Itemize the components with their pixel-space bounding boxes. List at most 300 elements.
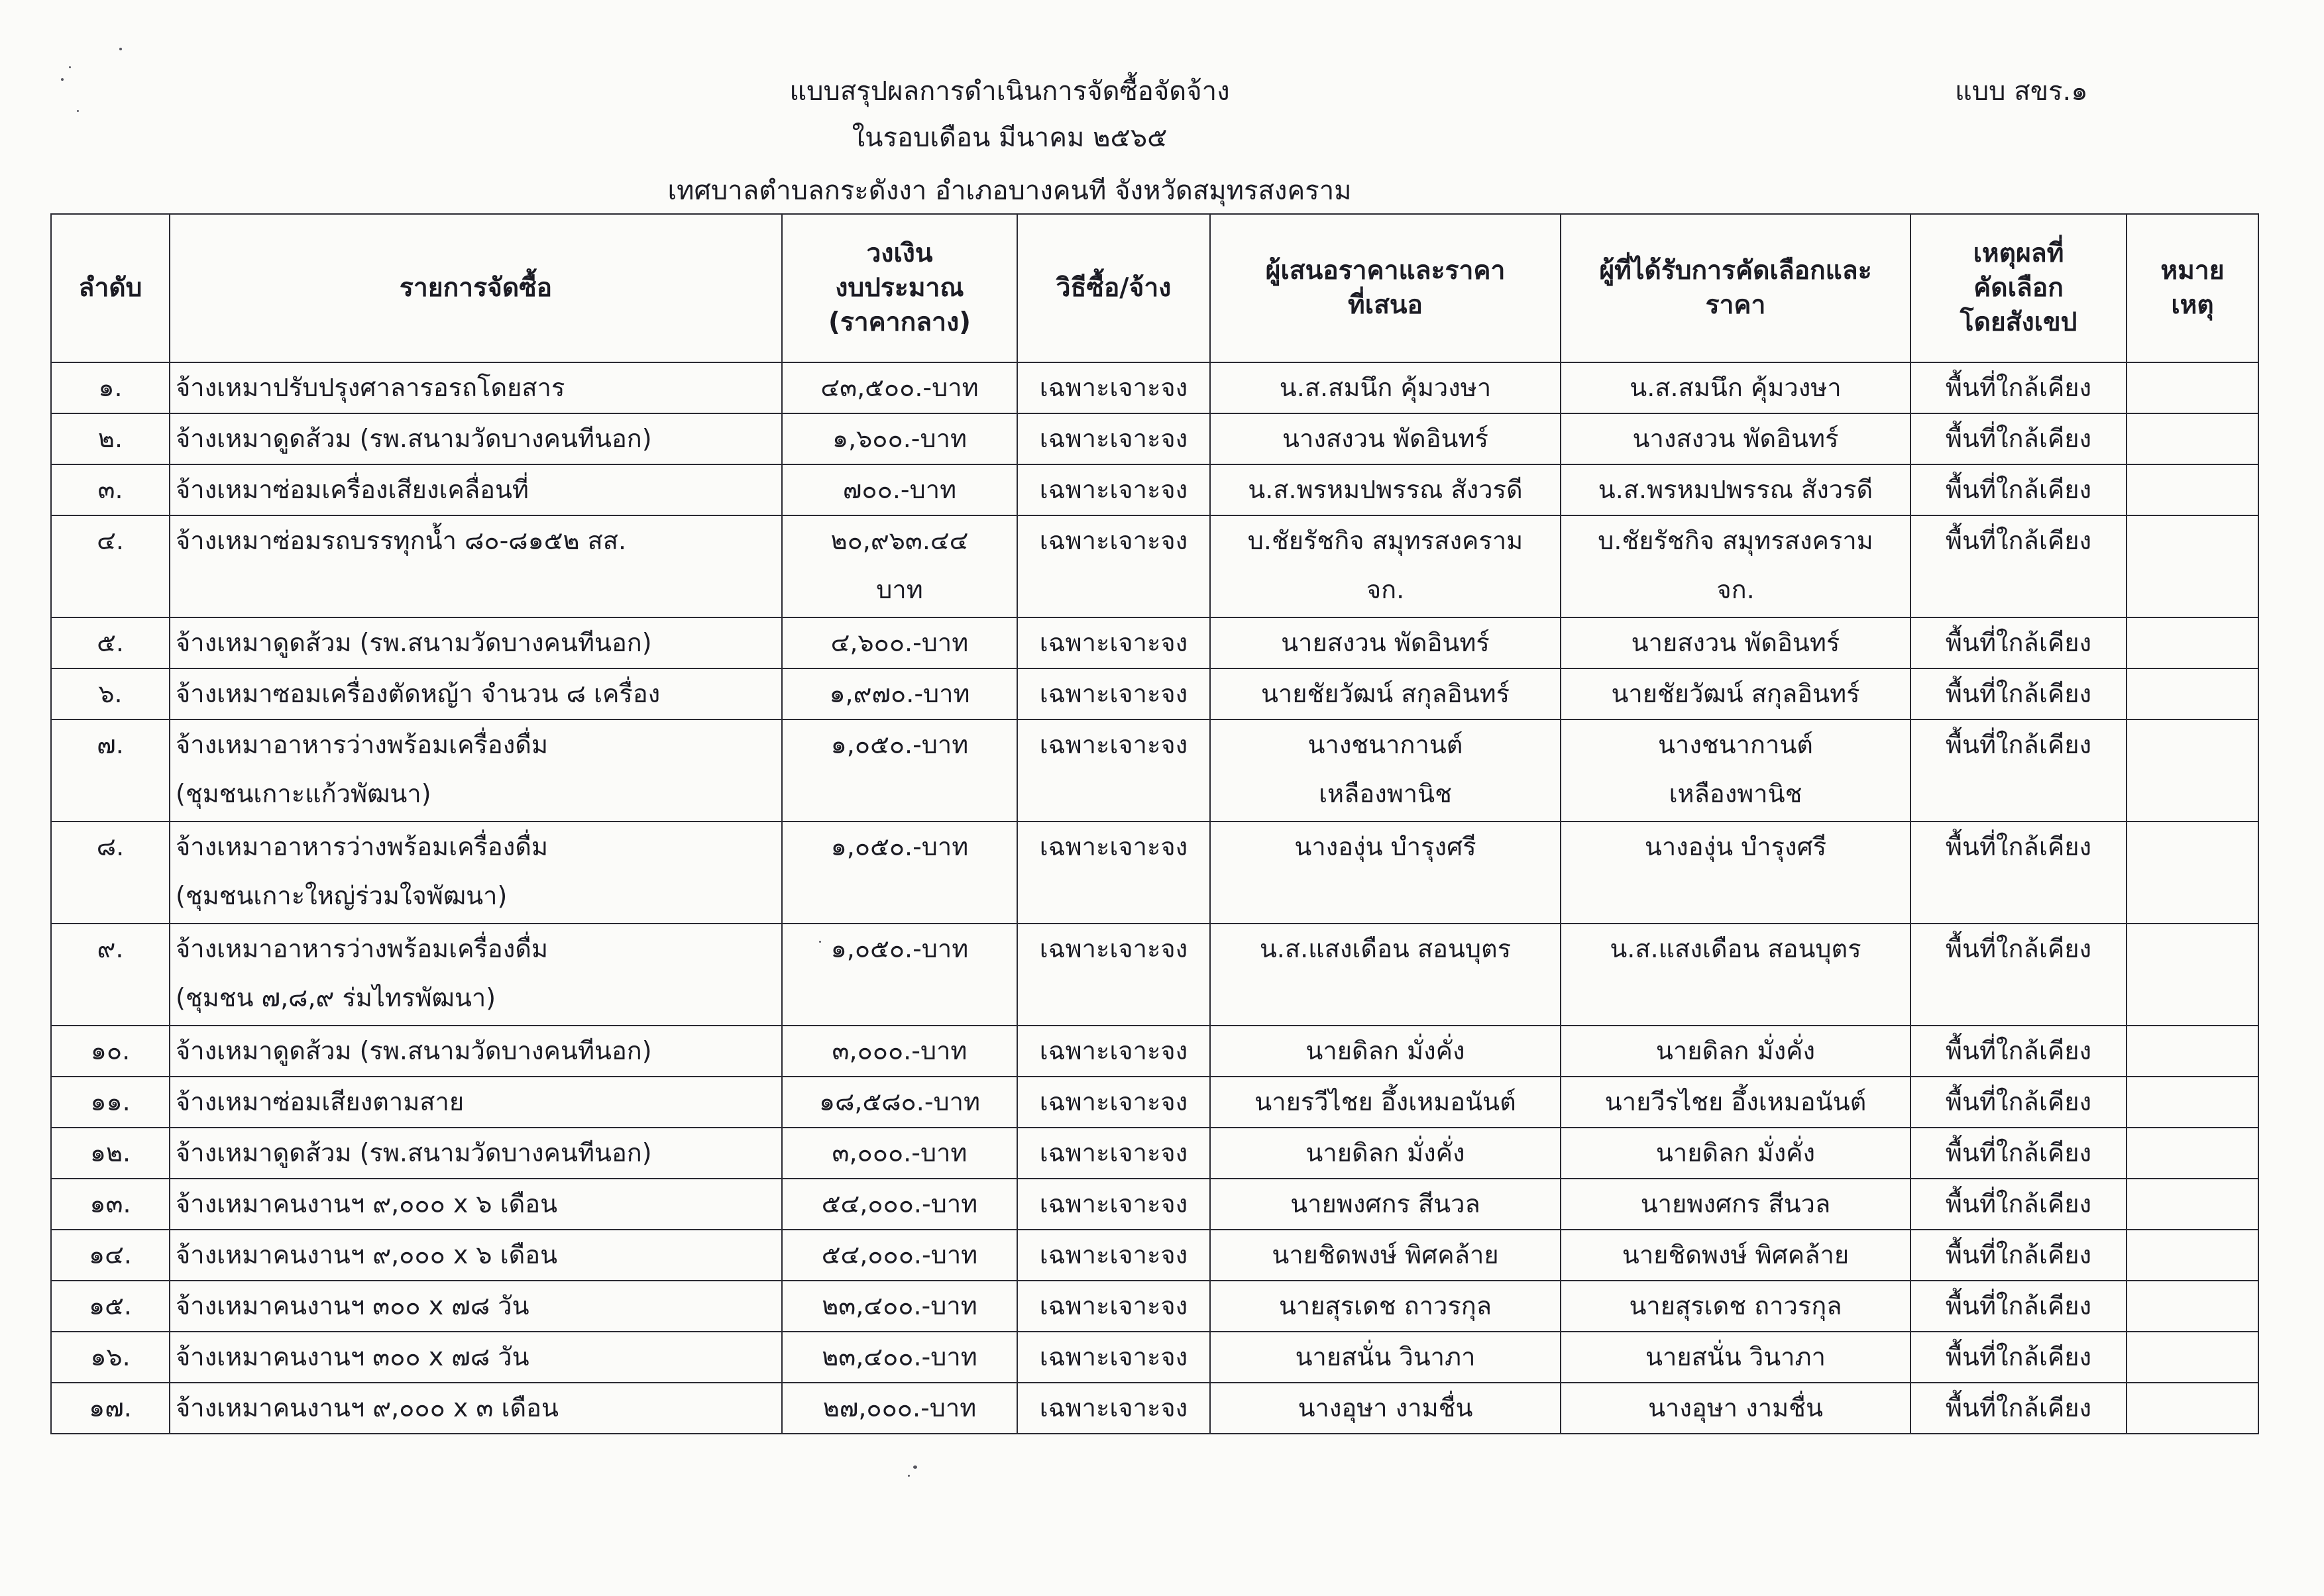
header-remark: หมาย เหตุ — [2127, 214, 2258, 362]
cell-reason-text: พื้นที่ใกล้เคียง — [1945, 1240, 2092, 1269]
cell-bidder-line: นายดิลก มั่งคั่ง — [1305, 1036, 1465, 1065]
cell-budget-line: ๒๐,๙๖๓.๔๔ — [830, 526, 969, 555]
cell-method — [1017, 924, 1210, 1026]
cell-budget — [782, 1128, 1017, 1179]
cell-method — [1017, 719, 1210, 822]
cell-no — [51, 515, 170, 617]
cell-selected — [1561, 668, 1910, 719]
cell-reason-text: พื้นที่ใกล้เคียง — [1945, 373, 2092, 402]
cell-budget-line: ๓,๐๐๐.-บาท — [832, 1138, 968, 1167]
cell-budget-line: ๔๓,๕๐๐.-บาท — [820, 373, 979, 402]
cell-reason-text: พื้นที่ใกล้เคียง — [1945, 1342, 2092, 1371]
cell-bidder — [1210, 1383, 1561, 1434]
cell-remark — [2127, 1332, 2258, 1383]
cell-budget-line: ๑,๙๗๐.-บาท — [829, 679, 970, 708]
cell-method-text: เฉพาะเจาะจง — [1039, 526, 1188, 555]
cell-remark — [2127, 413, 2258, 464]
cell-selected-line: นายสุรเดช ถาวรกุล — [1629, 1291, 1842, 1320]
cell-bidder — [1210, 1332, 1561, 1383]
cell-item-line: (ชุมชนเกาะแก้วพัฒนา) — [176, 779, 431, 808]
cell-bidder — [1210, 362, 1561, 413]
cell-remark — [2127, 617, 2258, 668]
cell-no — [51, 668, 170, 719]
cell-item-line: จ้างเหมาดูดส้วม (รพ.สนามวัดบางคนทีนอก) — [176, 1138, 652, 1167]
header-budget: วงเงิน งบประมาณ (ราคากลาง) — [782, 214, 1017, 362]
cell-selected-line: นางสงวน พัดอินทร์ — [1632, 424, 1839, 453]
cell-method — [1017, 1026, 1210, 1077]
cell-selected — [1561, 924, 1910, 1026]
cell-method-text: เฉพาะเจาะจง — [1039, 1189, 1188, 1218]
cell-selected-line: นางชนากานต์ — [1658, 730, 1813, 759]
cell-bidder-line: นายชิดพงษ์ พิศคล้าย — [1272, 1240, 1499, 1269]
cell-selected-line: บ.ชัยรัชกิจ สมุทรสงคราม — [1598, 526, 1873, 555]
table-row — [51, 515, 2258, 617]
table-row — [51, 719, 2258, 822]
cell-remark — [2127, 1230, 2258, 1281]
cell-budget-line: ๕๔,๐๐๐.-บาท — [821, 1240, 978, 1269]
cell-no-text: ๕. — [97, 628, 124, 657]
document-title: แบบสรุปผลการดำเนินการจัดซื้อจัดจ้าง — [789, 76, 1230, 107]
cell-method-text: เฉพาะเจาะจง — [1039, 1342, 1188, 1371]
cell-reason — [1910, 1077, 2127, 1128]
cell-reason-text: พื้นที่ใกล้เคียง — [1945, 934, 2092, 963]
header-reason: เหตุผลที่ คัดเลือก โดยสังเขป — [1910, 214, 2127, 362]
cell-budget — [782, 822, 1017, 924]
cell-budget-line: ๒๓,๔๐๐.-บาท — [822, 1291, 977, 1320]
cell-no — [51, 1383, 170, 1434]
cell-reason-text: พื้นที่ใกล้เคียง — [1945, 1189, 2092, 1218]
cell-method — [1017, 413, 1210, 464]
cell-remark — [2127, 1026, 2258, 1077]
cell-item-line: จ้างเหมาคนงานฯ ๙,๐๐๐ x ๖ เดือน — [176, 1189, 558, 1218]
cell-method — [1017, 1179, 1210, 1230]
cell-reason — [1910, 1230, 2127, 1281]
header-method: วิธีซื้อ/จ้าง — [1017, 214, 1210, 362]
cell-bidder-line: นางชนากานต์ — [1307, 730, 1463, 759]
cell-no-text: ๑๐. — [90, 1036, 131, 1065]
cell-method — [1017, 1077, 1210, 1128]
cell-item — [170, 668, 782, 719]
cell-bidder — [1210, 1128, 1561, 1179]
cell-selected-line: นายดิลก มั่งคั่ง — [1655, 1138, 1816, 1167]
cell-no — [51, 1332, 170, 1383]
cell-no-text: ๘. — [96, 832, 125, 861]
cell-no-text: ๓. — [97, 475, 123, 504]
cell-reason-text: พื้นที่ใกล้เคียง — [1945, 730, 2092, 759]
cell-budget — [782, 362, 1017, 413]
cell-reason — [1910, 413, 2127, 464]
cell-item — [170, 1332, 782, 1383]
cell-selected-line: เหลืองพานิช — [1669, 779, 1802, 808]
cell-reason-text: พื้นที่ใกล้เคียง — [1945, 1087, 2092, 1116]
cell-method — [1017, 1281, 1210, 1332]
document-period: ในรอบเดือน มีนาคม ๒๕๖๕ — [852, 123, 1168, 153]
cell-no — [51, 617, 170, 668]
cell-item-line: จ้างเหมาซ่อมเครื่องเสียงเคลื่อนที่ — [176, 475, 529, 504]
cell-reason — [1910, 822, 2127, 924]
cell-item — [170, 1383, 782, 1434]
table-row — [51, 822, 2258, 924]
cell-item — [170, 617, 782, 668]
cell-no-text: ๖. — [98, 679, 123, 708]
cell-method — [1017, 1383, 1210, 1434]
cell-method-text: เฉพาะเจาะจง — [1039, 1240, 1188, 1269]
cell-bidder — [1210, 668, 1561, 719]
cell-budget-line: ๗๐๐.-บาท — [842, 475, 957, 504]
cell-reason — [1910, 362, 2127, 413]
cell-method-text: เฉพาะเจาะจง — [1039, 1393, 1188, 1422]
cell-reason — [1910, 1281, 2127, 1332]
cell-item-line: (ชุมชน ๗,๘,๙ ร่มไทรพัฒนา) — [176, 983, 496, 1012]
header-row — [51, 214, 2258, 362]
cell-budget — [782, 668, 1017, 719]
cell-item-line: จ้างเหมาซ่อมเสียงตามสาย — [176, 1087, 465, 1116]
cell-item — [170, 413, 782, 464]
cell-item-line: (ชุมชนเกาะใหญ่ร่วมใจพัฒนา) — [176, 881, 508, 910]
cell-no — [51, 719, 170, 822]
table-row — [51, 1332, 2258, 1383]
cell-budget-line: ๒๗,๐๐๐.-บาท — [822, 1393, 977, 1422]
cell-no-text: ๔. — [97, 526, 124, 555]
cell-item — [170, 1026, 782, 1077]
table-row — [51, 464, 2258, 515]
cell-item-line: จ้างเหมาปรับปรุงศาลารอรถโดยสาร — [176, 373, 565, 402]
cell-no — [51, 1281, 170, 1332]
table-row — [51, 1026, 2258, 1077]
cell-item — [170, 362, 782, 413]
cell-budget-line: ๑๘,๕๘๐.-บาท — [818, 1087, 981, 1116]
scan-speck — [819, 941, 821, 943]
scan-speck — [69, 66, 71, 68]
cell-method-text: เฉพาะเจาะจง — [1039, 1087, 1188, 1116]
cell-reason-text: พื้นที่ใกล้เคียง — [1945, 526, 2092, 555]
cell-budget — [782, 1332, 1017, 1383]
cell-item — [170, 719, 782, 822]
cell-no — [51, 1179, 170, 1230]
cell-no-text: ๑๓. — [89, 1189, 131, 1218]
cell-item-line: จ้างเหมาคนงานฯ ๙,๐๐๐ x ๖ เดือน — [176, 1240, 558, 1269]
cell-selected-line: นางอุษา งามชื่น — [1648, 1393, 1823, 1422]
cell-selected — [1561, 515, 1910, 617]
cell-selected — [1561, 617, 1910, 668]
cell-bidder-line: นางสงวน พัดอินทร์ — [1282, 424, 1488, 453]
cell-selected — [1561, 413, 1910, 464]
cell-reason — [1910, 1026, 2127, 1077]
cell-budget-line: ๔,๖๐๐.-บาท — [830, 628, 969, 657]
cell-budget — [782, 1281, 1017, 1332]
cell-selected-line: นายสงวน พัดอินทร์ — [1631, 628, 1840, 657]
cell-item — [170, 1077, 782, 1128]
cell-remark — [2127, 1077, 2258, 1128]
cell-item — [170, 822, 782, 924]
cell-item-line: จ้างเหมาคนงานฯ ๙,๐๐๐ x ๓ เดือน — [176, 1393, 559, 1422]
cell-selected — [1561, 1179, 1910, 1230]
cell-item — [170, 924, 782, 1026]
cell-selected — [1561, 1383, 1910, 1434]
cell-reason — [1910, 617, 2127, 668]
cell-budget — [782, 617, 1017, 668]
cell-reason-text: พื้นที่ใกล้เคียง — [1945, 628, 2092, 657]
cell-budget — [782, 1077, 1017, 1128]
header-selected: ผู้ที่ได้รับการคัดเลือกและ ราคา — [1561, 214, 1910, 362]
header-bidders: ผู้เสนอราคาและราคา ที่เสนอ — [1210, 214, 1561, 362]
table-row — [51, 1383, 2258, 1434]
cell-reason — [1910, 924, 2127, 1026]
cell-remark — [2127, 924, 2258, 1026]
cell-item-line: จ้างเหมาดูดส้วม (รพ.สนามวัดบางคนทีนอก) — [176, 424, 652, 453]
cell-no-text: ๑๖. — [90, 1342, 131, 1371]
cell-item — [170, 1230, 782, 1281]
cell-method — [1017, 362, 1210, 413]
cell-item-line: จ้างเหมาอาหารว่างพร้อมเครื่องดื่ม — [176, 934, 549, 963]
cell-method-text: เฉพาะเจาะจง — [1039, 475, 1188, 504]
cell-method — [1017, 1230, 1210, 1281]
cell-remark — [2127, 1383, 2258, 1434]
cell-reason-text: พื้นที่ใกล้เคียง — [1945, 1291, 2092, 1320]
cell-selected — [1561, 719, 1910, 822]
cell-selected — [1561, 362, 1910, 413]
cell-bidder-line: นายสุรเดช ถาวรกุล — [1278, 1291, 1492, 1320]
cell-item — [170, 1179, 782, 1230]
cell-item — [170, 515, 782, 617]
cell-bidder-line: จก. — [1366, 575, 1405, 604]
cell-item-line: จ้างเหมาซอมเครื่องตัดหญ้า จำนวน ๘ เครื่อง — [176, 679, 661, 708]
cell-method-text: เฉพาะเจาะจง — [1039, 934, 1188, 963]
cell-no — [51, 924, 170, 1026]
cell-method-text: เฉพาะเจาะจง — [1039, 1036, 1188, 1065]
table-row — [51, 362, 2258, 413]
cell-item-line: จ้างเหมาซ่อมรถบรรทุกน้ำ ๘๐-๘๑๕๒ สส. — [176, 526, 627, 555]
cell-reason-text: พื้นที่ใกล้เคียง — [1945, 475, 2092, 504]
cell-no — [51, 1230, 170, 1281]
scan-speck — [908, 1475, 910, 1477]
cell-selected-line: นายพงศกร สีนวล — [1640, 1189, 1831, 1218]
cell-no — [51, 1077, 170, 1128]
form-code: แบบ สขร.๑ — [1955, 76, 2088, 107]
table-row — [51, 668, 2258, 719]
scan-speck — [61, 78, 64, 81]
cell-no-text: ๒. — [97, 424, 123, 453]
cell-method-text: เฉพาะเจาะจง — [1039, 679, 1188, 708]
table-row — [51, 1128, 2258, 1179]
cell-item — [170, 464, 782, 515]
cell-method — [1017, 668, 1210, 719]
scan-speck — [77, 110, 79, 112]
cell-method — [1017, 1128, 1210, 1179]
table-row — [51, 1230, 2258, 1281]
cell-selected-line: นายชิดพงษ์ พิศคล้าย — [1622, 1240, 1850, 1269]
cell-bidder-line: นายสนั่น วินาภา — [1295, 1342, 1476, 1371]
cell-item — [170, 1128, 782, 1179]
cell-bidder — [1210, 1179, 1561, 1230]
cell-selected-line: นายดิลก มั่งคั่ง — [1655, 1036, 1816, 1065]
cell-method-text: เฉพาะเจาะจง — [1039, 373, 1188, 402]
cell-method-text: เฉพาะเจาะจง — [1039, 1291, 1188, 1320]
cell-reason-text: พื้นที่ใกล้เคียง — [1945, 1138, 2092, 1167]
cell-budget-line: ๓,๐๐๐.-บาท — [832, 1036, 968, 1065]
cell-no-text: ๗. — [97, 730, 124, 759]
cell-bidder — [1210, 617, 1561, 668]
cell-reason — [1910, 515, 2127, 617]
cell-selected — [1561, 1332, 1910, 1383]
cell-no — [51, 464, 170, 515]
cell-method-text: เฉพาะเจาะจง — [1039, 424, 1188, 453]
cell-budget — [782, 515, 1017, 617]
cell-reason — [1910, 1332, 2127, 1383]
cell-reason — [1910, 1128, 2127, 1179]
cell-bidder-line: น.ส.แสงเดือน สอนบุตร — [1259, 934, 1512, 963]
cell-bidder — [1210, 1077, 1561, 1128]
cell-remark — [2127, 515, 2258, 617]
cell-remark — [2127, 362, 2258, 413]
table-row — [51, 1077, 2258, 1128]
cell-bidder — [1210, 719, 1561, 822]
cell-bidder — [1210, 1026, 1561, 1077]
cell-reason-text: พื้นที่ใกล้เคียง — [1945, 424, 2092, 453]
cell-item-line: จ้างเหมาคนงานฯ ๓๐๐ x ๗๘ วัน — [176, 1291, 529, 1320]
header-item: รายการจัดซื้อ — [170, 214, 782, 362]
cell-reason-text: พื้นที่ใกล้เคียง — [1945, 679, 2092, 708]
cell-no-text: ๑๗. — [89, 1393, 132, 1422]
cell-reason — [1910, 1179, 2127, 1230]
cell-selected — [1561, 1281, 1910, 1332]
cell-bidder-line: บ.ชัยรัชกิจ สมุทรสงคราม — [1247, 526, 1523, 555]
cell-bidder-line: นางอุษา งามชื่น — [1298, 1393, 1473, 1422]
cell-method — [1017, 464, 1210, 515]
cell-bidder — [1210, 822, 1561, 924]
cell-no — [51, 413, 170, 464]
cell-bidder-line: นายชัยวัฒน์ สกุลอินทร์ — [1260, 679, 1510, 708]
cell-bidder — [1210, 413, 1561, 464]
cell-item-line: จ้างเหมาอาหารว่างพร้อมเครื่องดื่ม — [176, 832, 549, 861]
cell-bidder-line: นายสงวน พัดอินทร์ — [1281, 628, 1490, 657]
cell-budget — [782, 1230, 1017, 1281]
cell-item-line: จ้างเหมาอาหารว่างพร้อมเครื่องดื่ม — [176, 730, 549, 759]
table-row — [51, 1281, 2258, 1332]
cell-budget-line: ๑,๐๕๐.-บาท — [830, 934, 969, 963]
cell-budget-line: ๒๓,๔๐๐.-บาท — [822, 1342, 977, 1371]
cell-method — [1017, 515, 1210, 617]
cell-no-text: ๙. — [97, 934, 124, 963]
cell-no-text: ๑๒. — [89, 1138, 131, 1167]
cell-selected — [1561, 464, 1910, 515]
table-row — [51, 924, 2258, 1026]
cell-budget-line: ๑,๐๕๐.-บาท — [830, 730, 969, 759]
cell-reason — [1910, 668, 2127, 719]
cell-selected — [1561, 1230, 1910, 1281]
cell-selected — [1561, 822, 1910, 924]
cell-selected — [1561, 1026, 1910, 1077]
cell-method-text: เฉพาะเจาะจง — [1039, 1138, 1188, 1167]
cell-budget — [782, 464, 1017, 515]
header-no: ลำดับ — [51, 214, 170, 362]
cell-item-line: จ้างเหมาคนงานฯ ๓๐๐ x ๗๘ วัน — [176, 1342, 529, 1371]
cell-selected-line: นายชัยวัฒน์ สกุลอินทร์ — [1611, 679, 1860, 708]
cell-selected-line: น.ส.พรหมปพรรณ สังวรดี — [1598, 475, 1873, 504]
table-row — [51, 617, 2258, 668]
cell-selected-line: นายสนั่น วินาภา — [1645, 1342, 1826, 1371]
cell-selected-line: จก. — [1716, 575, 1755, 604]
cell-no — [51, 362, 170, 413]
cell-budget — [782, 1026, 1017, 1077]
cell-budget — [782, 413, 1017, 464]
cell-bidder — [1210, 515, 1561, 617]
cell-budget — [782, 924, 1017, 1026]
cell-budget-line: ๑,๐๕๐.-บาท — [830, 832, 969, 861]
cell-budget-line: ๕๔,๐๐๐.-บาท — [821, 1189, 978, 1218]
cell-budget — [782, 1383, 1017, 1434]
cell-no — [51, 822, 170, 924]
cell-item — [170, 1281, 782, 1332]
cell-no-text: ๑๕. — [89, 1291, 132, 1320]
cell-method — [1017, 822, 1210, 924]
cell-bidder-line: น.ส.พรหมปพรรณ สังวรดี — [1248, 475, 1523, 504]
cell-method-text: เฉพาะเจาะจง — [1039, 730, 1188, 759]
cell-budget-line: บาท — [876, 575, 923, 604]
cell-budget-line: ๑,๖๐๐.-บาท — [832, 424, 967, 453]
scan-speck — [119, 48, 122, 50]
cell-remark — [2127, 1128, 2258, 1179]
cell-remark — [2127, 1179, 2258, 1230]
document-agency: เทศบาลตำบลกระดังงา อำเภอบางคนที จังหวัดสมุทรสงคราม — [667, 176, 1352, 206]
cell-selected-line: นางองุ่น บำรุงศรี — [1644, 832, 1827, 861]
cell-selected — [1561, 1077, 1910, 1128]
cell-method — [1017, 1332, 1210, 1383]
cell-remark — [2127, 668, 2258, 719]
scan-speck — [913, 1465, 917, 1469]
cell-reason-text: พื้นที่ใกล้เคียง — [1945, 1036, 2092, 1065]
cell-method-text: เฉพาะเจาะจง — [1039, 628, 1188, 657]
procurement-table — [50, 213, 2259, 1434]
cell-no-text: ๑๑. — [90, 1087, 131, 1116]
cell-method — [1017, 617, 1210, 668]
cell-selected-line: น.ส.สมนึก คุ้มวงษา — [1630, 373, 1842, 402]
cell-selected-line: น.ส.แสงเดือน สอนบุตร — [1610, 934, 1861, 963]
cell-remark — [2127, 1281, 2258, 1332]
cell-reason-text: พื้นที่ใกล้เคียง — [1945, 1393, 2092, 1422]
cell-reason — [1910, 464, 2127, 515]
cell-item-line: จ้างเหมาดูดส้วม (รพ.สนามวัดบางคนทีนอก) — [176, 1036, 652, 1065]
cell-bidder-line: นายรวีไชย อึ้งเหมอนันต์ — [1254, 1087, 1516, 1116]
cell-bidder — [1210, 924, 1561, 1026]
cell-remark — [2127, 464, 2258, 515]
table-row — [51, 413, 2258, 464]
cell-remark — [2127, 822, 2258, 924]
cell-item-line: จ้างเหมาดูดส้วม (รพ.สนามวัดบางคนทีนอก) — [176, 628, 652, 657]
cell-no-text: ๑๔. — [89, 1240, 132, 1269]
cell-bidder-line: นายดิลก มั่งคั่ง — [1305, 1138, 1465, 1167]
cell-reason — [1910, 1383, 2127, 1434]
cell-bidder-line: นางองุ่น บำรุงศรี — [1294, 832, 1476, 861]
cell-reason — [1910, 719, 2127, 822]
table-row — [51, 1179, 2258, 1230]
cell-bidder — [1210, 1230, 1561, 1281]
cell-reason-text: พื้นที่ใกล้เคียง — [1945, 832, 2092, 861]
cell-remark — [2127, 719, 2258, 822]
cell-method-text: เฉพาะเจาะจง — [1039, 832, 1188, 861]
cell-bidder — [1210, 1281, 1561, 1332]
cell-bidder-line: นายพงศกร สีนวล — [1290, 1189, 1480, 1218]
cell-selected-line: นายวีรไชย อึ้งเหมอนันต์ — [1604, 1087, 1867, 1116]
cell-budget — [782, 719, 1017, 822]
cell-bidder-line: เหลืองพานิช — [1319, 779, 1452, 808]
cell-selected — [1561, 1128, 1910, 1179]
cell-no-text: ๑. — [98, 373, 123, 402]
cell-no — [51, 1026, 170, 1077]
cell-bidder-line: น.ส.สมนึก คุ้มวงษา — [1279, 373, 1492, 402]
cell-bidder — [1210, 464, 1561, 515]
cell-no — [51, 1128, 170, 1179]
